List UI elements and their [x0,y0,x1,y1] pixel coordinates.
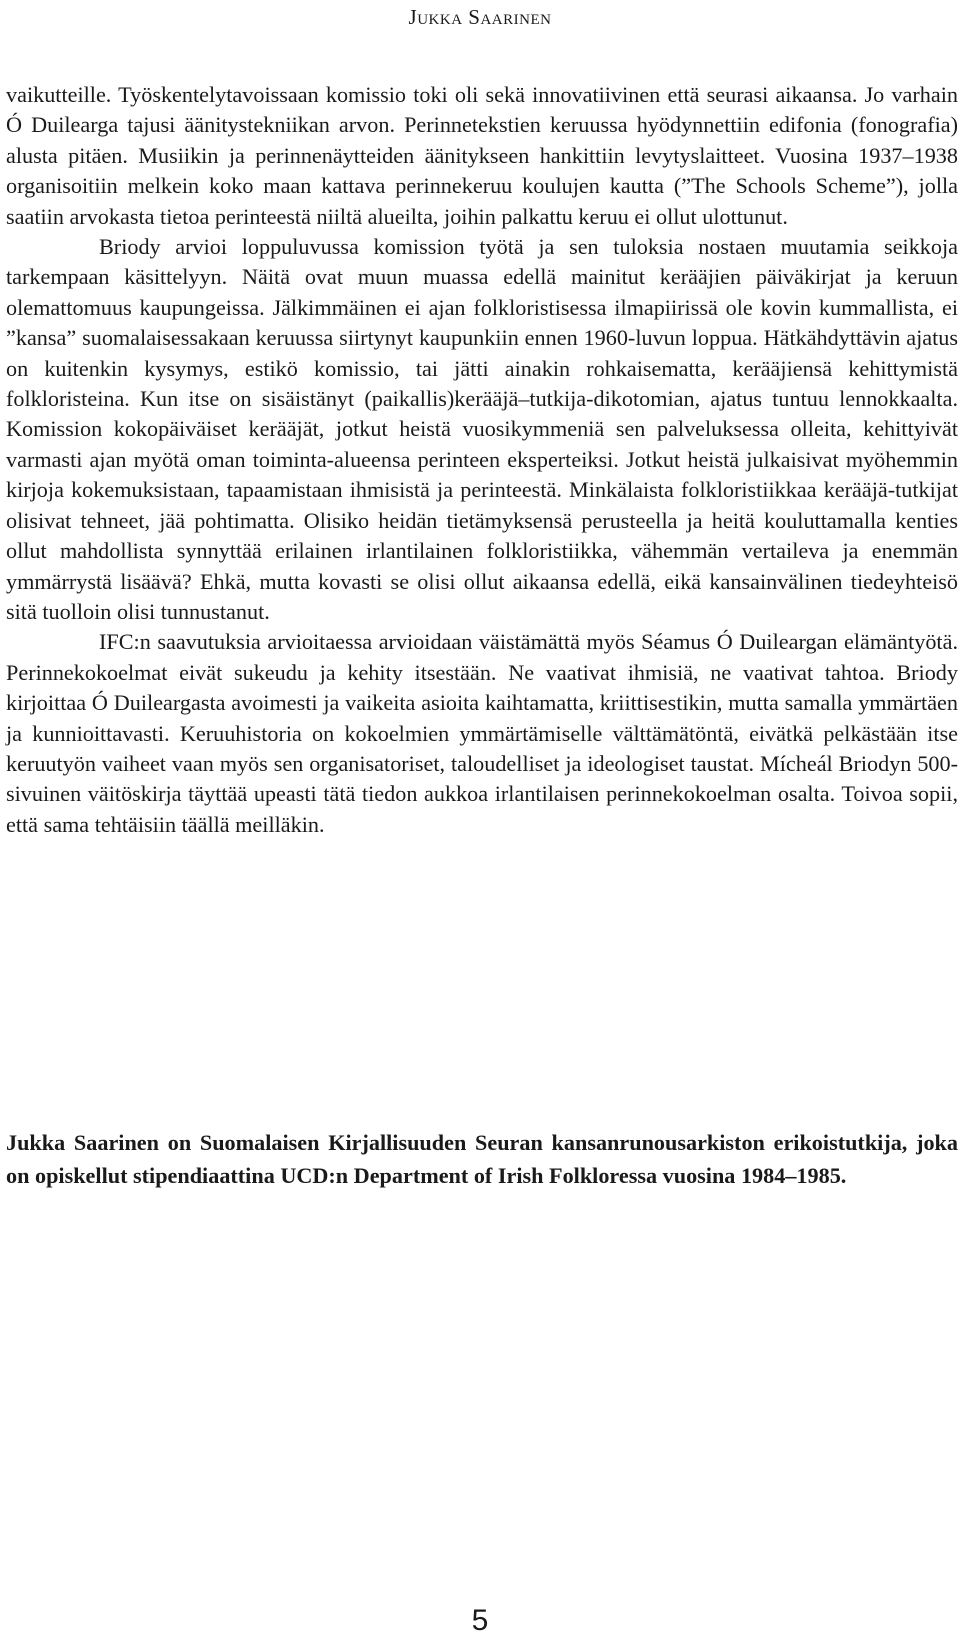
running-header: Jukka Saarinen [408,5,552,29]
paragraph-continuation: vaikutteille. Työskentelytavoissaan komissio toki oli sekä innovatiivinen että seurasi aikaansa. Jo varhain Ó Duilearga tajusi äänitystekniikan arvon. Perinnetekstien keruussa hyödynnettiin edifonia (fonografia) alusta pitäen. Musiikin ja perinnenäytteiden äänitykseen hankittiin levytyslaitteet. Vuosina 1937–1938 organisoitiin melkein koko maan kattava perinnekeruu koulujen kautta (”The Schools Scheme”), jolla saatiin arvokasta tietoa perinteestä niiltä alueilta, joihin palkattu keruu ei ollut ulottunut. [6,82,958,229]
page-number: 5 [471,1604,489,1637]
author-bio: Jukka Saarinen on Suomalaisen Kirjallisuuden Seuran kansanrunousarkiston erikoistutkija, joka on opiskellut stipendiaattina UCD:n Department of Irish Folkloressa vuosina 1984–1985. [6,1130,958,1188]
body-text [6,80,958,840]
paragraph-briody-evaluation: Briody arvioi loppuluvussa komission työtä ja sen tuloksia nostaen muutamia seikkoja tarkempaan käsittelyyn. Näitä ovat muun muassa edellä mainitut kerääjien päiväkirjat ja keruun olemattomuus kaupungeissa. Jälkimmäinen ei ajan folkloristisessa ilmapiirissä ole kovin kummallista, ei ”kansa” suomalaisessakaan keruussa siirtynyt kaupunkiin ennen 1960-luvun loppua. Hätkähdyttävin ajatus on kuitenkin kysymys, estikö komissio, tai jätti ainakin rohkaisematta, kerääjiensä kehittymistä folkloristeina. Kun itse on sisäistänyt (paikallis)kerääjä–tutkija-dikotomian, ajatus tuntuu lennokkaalta. Komission kokopäiväiset kerääjät, jotkut heistä vuosikymmeniä sen palveluksessa olleita, kehittyivät varmasti ajan myötä oman toiminta-alueensa perinteen eksperteiksi. Jotkut heistä julkaisivat myöhemmin kirjoja kokemuksistaan, tapaamistaan ihmisistä ja perinteestä. Minkälaista folkloristiikkaa kerääjä-tutkijat olisivat tehneet, jää pohtimatta. Olisiko heidän tietämyksensä perusteella ja heitä kouluttamalla kenties ollut mahdollista synnyttää erilainen irlantilainen folkloristiikka, vähemmän vertaileva ja enemmän ymmärrystä lisäävä? Ehkä, mutta kovasti se olisi ollut aikaansa edellä, eikä kansainvälinen tiedeyhteisö sitä tuolloin olisi tunnustanut. [6,234,958,624]
paragraph-ifc-achievements: IFC:n saavutuksia arvioitaessa arvioidaan väistämättä myös Séamus Ó Duileargan elämäntyötä. Perinnekokoelmat eivät sukeudu ja kehity itsestään. Ne vaativat ihmisiä, ne vaativat tahtoa. Briody kirjoittaa Ó Duileargasta avoimesti ja vaikeita asioita kaihtamatta, kriittisestikin, mutta samalla ymmärtäen ja kunnioittavasti. Keruuhistoria on kokoelmien ymmärtämiselle välttämätöntä, eivätkä pelkästään itse keruutyön vaiheet vaan myös sen organisatoriset, taloudelliset ja ideologiset taustat. Mícheál Briodyn 500-sivuinen väitöskirja täyttää upeasti tätä tiedon aukkoa irlantilaisen perinnekokoelman osalta. Toivoa sopii, että sama tehtäisiin täällä meilläkin. [6,629,958,837]
